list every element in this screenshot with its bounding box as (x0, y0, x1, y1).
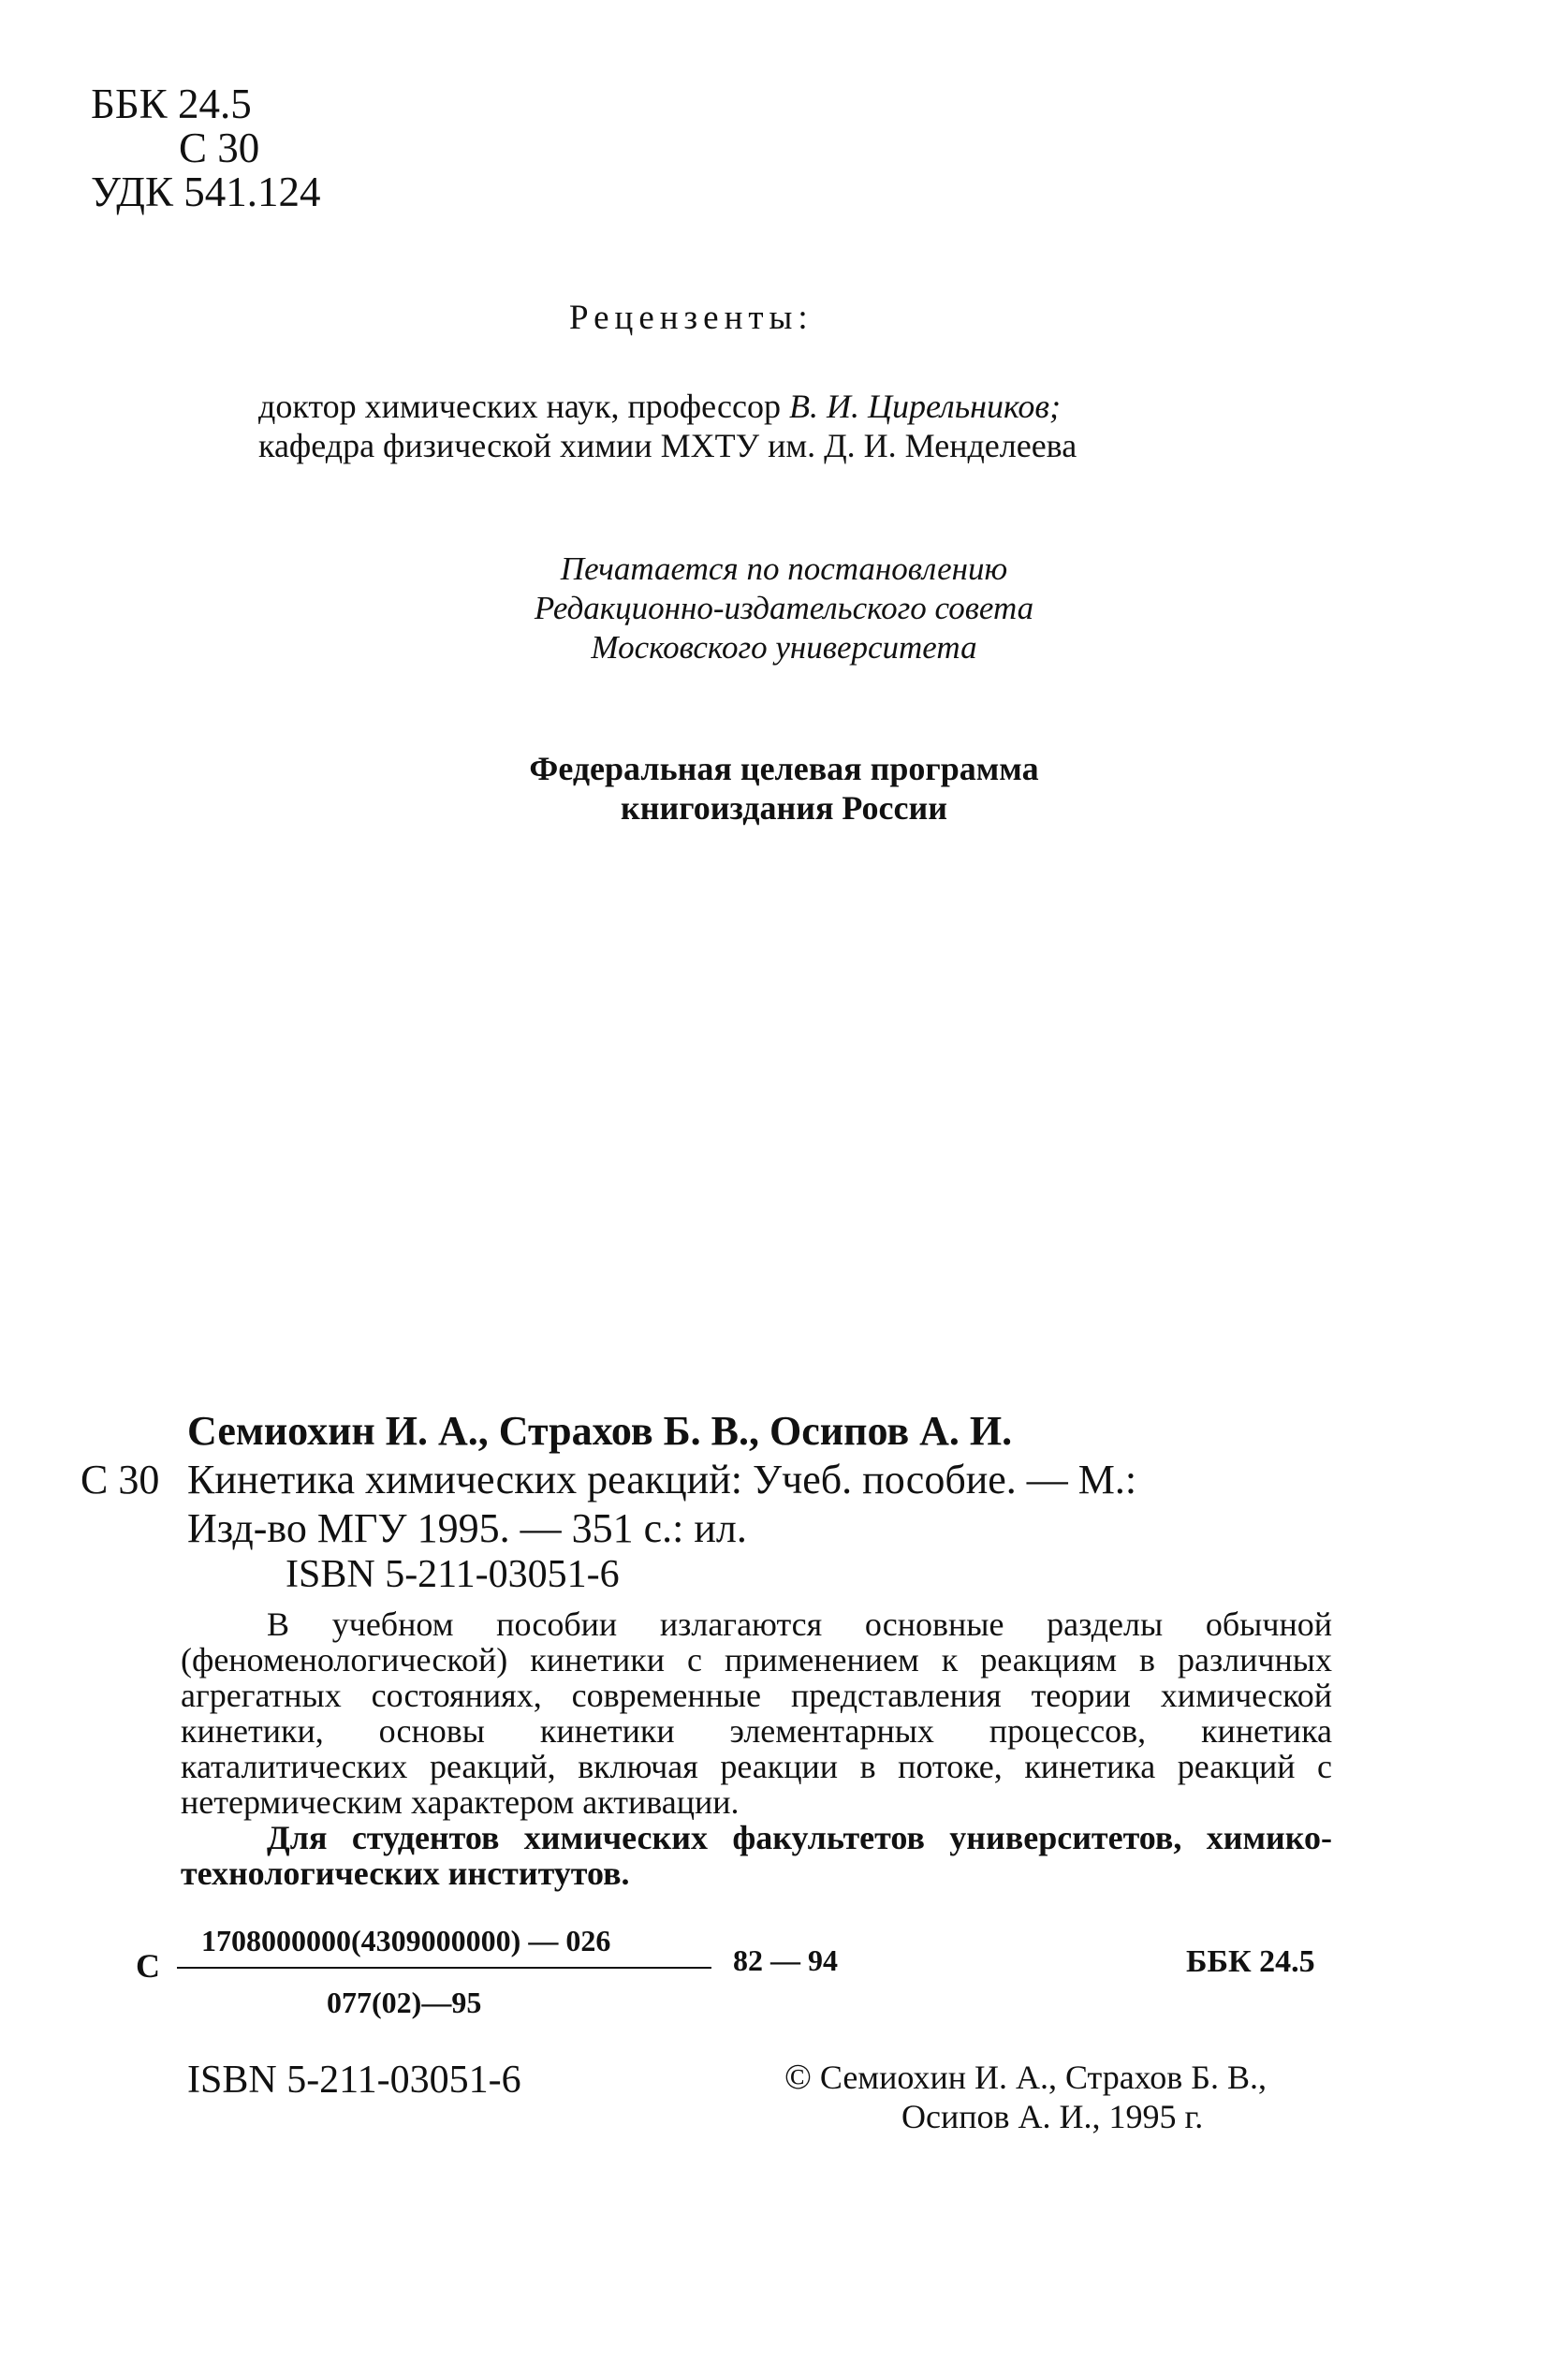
reviewer-line-2: кафедра физической химии МХТУ им. Д. И. Менделеева (258, 427, 1077, 464)
classification-denominator: 077(02)—95 (327, 1986, 482, 2019)
catalog-title-line-2: Изд-во МГУ 1995. — 351 с.: ил. (187, 1505, 747, 1551)
classification-numerator: 1708000000(4309000000) — 026 (201, 1924, 611, 1957)
reviewers-heading: Рецензенты: (569, 299, 813, 337)
catalog-authors: Семиохин И. А., Страхов Б. В., Осипов А. И. (187, 1408, 1013, 1454)
catalog-title: Кинетика химических реакций: Учеб. пособие. — М.: (187, 1457, 1137, 1502)
classification-letter: С (136, 1947, 160, 1985)
federal-line-1: Федеральная целевая программа (529, 750, 1039, 787)
abstract-text: В учебном пособии излагаются основные разделы обычной (феноменологической) кинетики с применением к реакциям в различных агрегатных состояниях, современные представления теории химической кинетики, основы кинетики элементарных процессов, кинетика каталитических реакций, включая реакции в потоке, кинетика реакций с нетермическим характером активации. (181, 1605, 1332, 1821)
copyright-line-2: Осипов А. И., 1995 г. (901, 2098, 1204, 2135)
author-mark: С 30 (179, 125, 260, 171)
bbk-code: ББК 24.5 (91, 81, 252, 127)
abstract-audience: Для студентов химических факультетов университетов, химико-технологических институтов. (181, 1819, 1332, 1892)
copyright-icon: © (784, 2058, 812, 2097)
footer-isbn: ISBN 5-211-03051-6 (187, 2059, 521, 2102)
reviewer-line-1 (258, 387, 1077, 426)
classification-codes (91, 82, 321, 214)
copyright-line-1 (784, 2058, 1267, 2097)
catalog-title-line-1 (81, 1456, 1136, 1504)
federal-program (0, 749, 1568, 828)
classification-bbk: ББК 24.5 (1186, 1944, 1315, 1979)
reviewers-list (258, 387, 1077, 465)
copyright-notice (784, 2058, 1267, 2136)
catalog-index: С 30 (81, 1457, 160, 1502)
approval-line-2: Редакционно-издательского совета (534, 590, 1034, 626)
fraction-divider (177, 1967, 711, 1969)
reviewer-name: В. И. Цирельников; (788, 388, 1062, 425)
udk-code: УДК 541.124 (91, 169, 321, 215)
copyright-holders: Семиохин И. А., Страхов Б. В., (819, 2059, 1267, 2096)
approval-note (0, 550, 1568, 667)
catalog-isbn: ISBN 5-211-03051-6 (286, 1553, 620, 1596)
federal-line-2: книгоиздания России (621, 789, 947, 827)
approval-line-3: Московского университета (591, 629, 977, 666)
abstract (181, 1606, 1332, 1891)
catalog-entry (81, 1456, 1136, 1553)
reviewer-title: доктор химических наук, профессор (258, 388, 789, 425)
approval-line-1: Печатается по постановлению (560, 550, 1008, 587)
classification-series: 82 — 94 (733, 1943, 838, 1977)
